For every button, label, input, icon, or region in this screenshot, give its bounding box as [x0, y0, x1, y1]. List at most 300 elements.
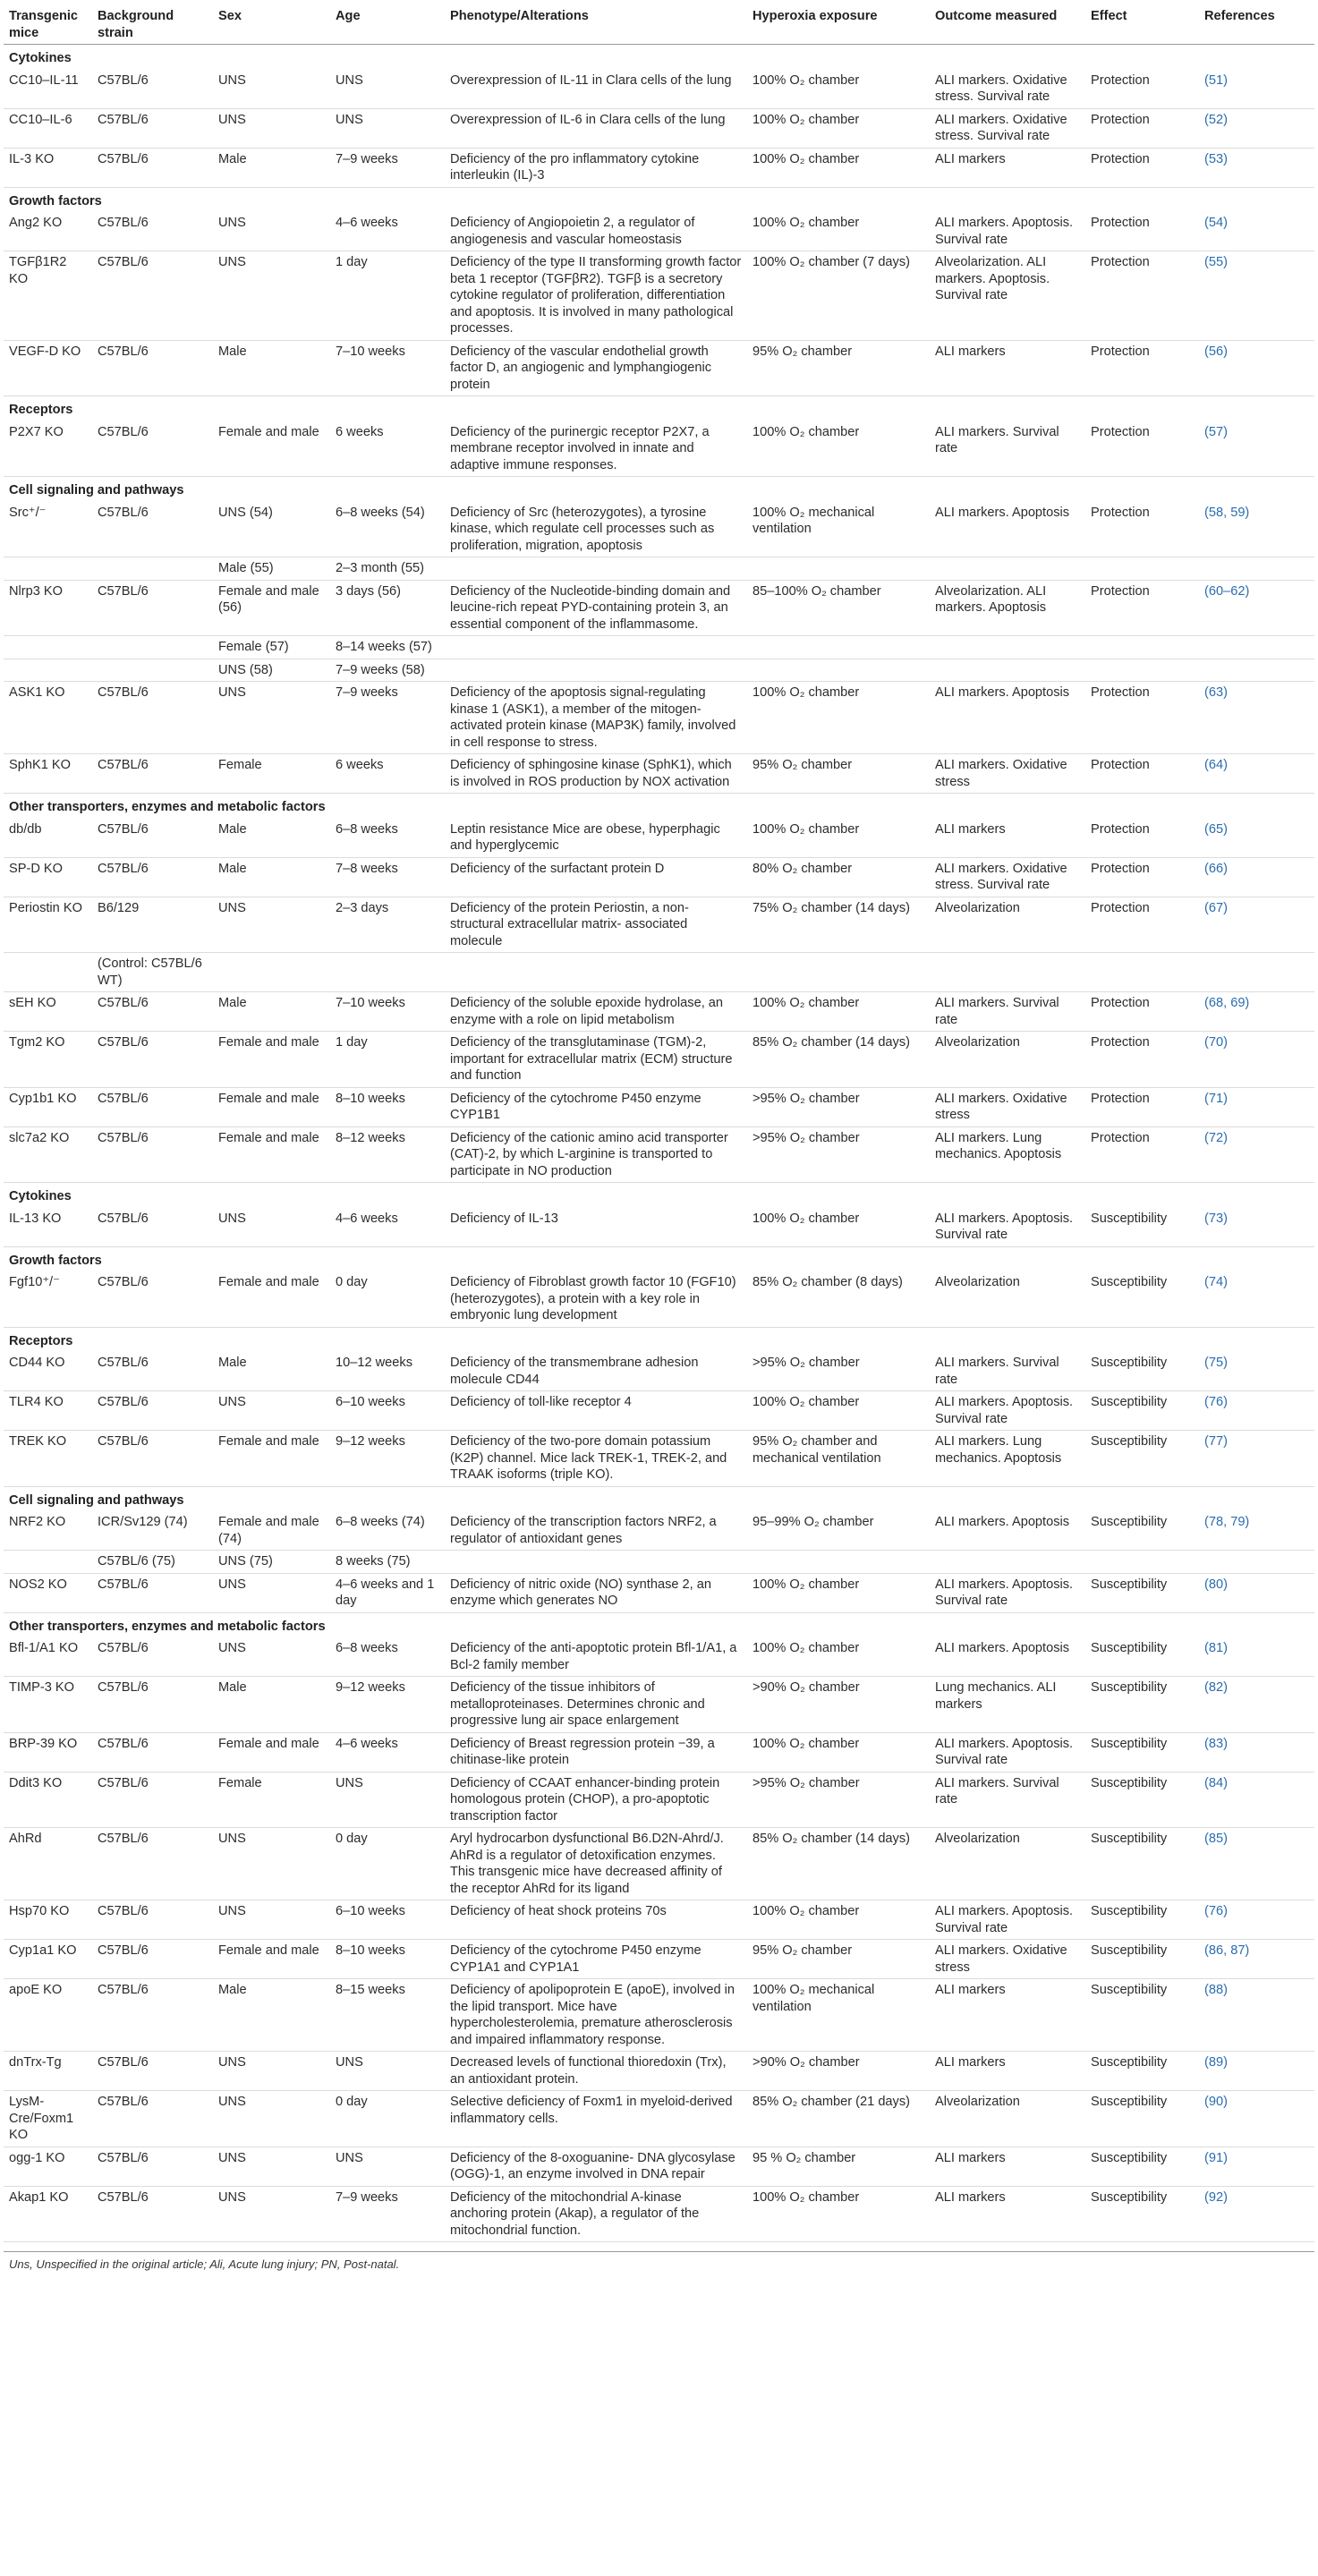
- table-cell: Female and male: [213, 1940, 330, 1979]
- table-row: [4, 857, 1314, 897]
- table-cell: 1 day: [330, 1032, 445, 1088]
- reference-cell[interactable]: (81): [1199, 1637, 1314, 1677]
- table-cell: C57BL/6: [92, 1208, 213, 1247]
- reference-cell[interactable]: (66): [1199, 857, 1314, 897]
- reference-cell[interactable]: (67): [1199, 897, 1314, 953]
- section-heading-row: [4, 187, 1314, 212]
- table-cell: UNS: [213, 1573, 330, 1612]
- table-cell: 1 day: [330, 251, 445, 341]
- table-cell: 6–10 weeks: [330, 1900, 445, 1940]
- table-cell: 0 day: [330, 1828, 445, 1900]
- table-cell: Deficiency of the mitochondrial A-kinase anchoring protein (Akap), a regulator of the mitochondrial function.: [445, 2186, 747, 2242]
- table-cell: UNS: [330, 70, 445, 109]
- table-cell: Susceptibility: [1085, 1391, 1199, 1431]
- section-heading: Cytokines: [9, 1189, 72, 1203]
- table-cell: C57BL/6: [92, 1391, 213, 1431]
- table-cell: Male: [213, 1352, 330, 1391]
- table-cell: Protection: [1085, 819, 1199, 858]
- table-cell: Src⁺/⁻: [4, 502, 92, 557]
- table-cell: C57BL/6: [92, 1637, 213, 1677]
- table-cell: Deficiency of the soluble epoxide hydrolase, an enzyme with a role on lipid metabolism: [445, 992, 747, 1032]
- reference-cell[interactable]: (84): [1199, 1772, 1314, 1828]
- table-cell: >95% O₂ chamber: [747, 1087, 930, 1126]
- table-cell: Deficiency of Angiopoietin 2, a regulator of angiogenesis and vascular homeostasis: [445, 212, 747, 251]
- reference-cell[interactable]: (76): [1199, 1391, 1314, 1431]
- reference-cell[interactable]: (90): [1199, 2091, 1314, 2147]
- table-cell: CC10–IL-11: [4, 70, 92, 109]
- table-row: [4, 992, 1314, 1032]
- reference-cell[interactable]: (83): [1199, 1732, 1314, 1772]
- table-cell: 6–8 weeks (74): [330, 1511, 445, 1551]
- reference-cell[interactable]: (78, 79): [1199, 1511, 1314, 1551]
- section-heading-row: [4, 1486, 1314, 1511]
- table-cell: UNS: [330, 2147, 445, 2186]
- table-cell: ALI markers. Oxidative stress. Survival rate: [930, 108, 1085, 148]
- table-cell: NOS2 KO: [4, 1573, 92, 1612]
- reference-cell[interactable]: (73): [1199, 1208, 1314, 1247]
- table-cell: [930, 1551, 1085, 1574]
- reference-cell[interactable]: (86, 87): [1199, 1940, 1314, 1979]
- table-cell: ALI markers. Apoptosis. Survival rate: [930, 1732, 1085, 1772]
- table-cell: 4–6 weeks: [330, 212, 445, 251]
- table-cell: 95% O₂ chamber: [747, 1940, 930, 1979]
- table-cell: Female and male: [213, 1126, 330, 1183]
- table-cell: Lung mechanics. ALI markers: [930, 1677, 1085, 1733]
- table-cell: ALI markers. Apoptosis: [930, 1637, 1085, 1677]
- reference-cell[interactable]: (58, 59): [1199, 502, 1314, 557]
- table-cell: Deficiency of the cytochrome P450 enzyme CYP1A1 and CYP1A1: [445, 1940, 747, 1979]
- reference-cell[interactable]: (55): [1199, 251, 1314, 341]
- table-cell: Deficiency of the pro inflammatory cytokine interleukin (IL)-3: [445, 148, 747, 187]
- table-cell: Protection: [1085, 992, 1199, 1032]
- column-header: Effect: [1085, 5, 1199, 45]
- table-cell: 100% O₂ chamber (7 days): [747, 251, 930, 341]
- table-cell: 85% O₂ chamber (14 days): [747, 1828, 930, 1900]
- table-row: [4, 1271, 1314, 1327]
- table-cell: 100% O₂ chamber: [747, 819, 930, 858]
- table-cell: Deficiency of IL-13: [445, 1208, 747, 1247]
- reference-cell[interactable]: (82): [1199, 1677, 1314, 1733]
- table-cell: IL-3 KO: [4, 148, 92, 187]
- table-cell: Deficiency of the cationic amino acid transporter (CAT)-2, by which L-arginine is transported to participate in NO production: [445, 1126, 747, 1183]
- section-heading-row: [4, 477, 1314, 502]
- reference-cell[interactable]: (71): [1199, 1087, 1314, 1126]
- table-cell: Deficiency of the vascular endothelial growth factor D, an angiogenic and lymphangiogenic protein: [445, 340, 747, 396]
- table-cell: 6–8 weeks: [330, 1637, 445, 1677]
- table-cell: 100% O₂ chamber: [747, 108, 930, 148]
- table-cell: Alveolarization: [930, 2091, 1085, 2147]
- table-row: [4, 953, 1314, 992]
- section-heading: Other transporters, enzymes and metabolic factors: [9, 800, 326, 814]
- table-cell: [1085, 557, 1199, 581]
- table-cell: Susceptibility: [1085, 1352, 1199, 1391]
- table-cell: [1085, 636, 1199, 659]
- table-cell: 8–15 weeks: [330, 1979, 445, 2052]
- table-cell: [445, 1551, 747, 1574]
- table-cell: Susceptibility: [1085, 2052, 1199, 2091]
- section-heading-row: [4, 45, 1314, 70]
- table-cell: [747, 557, 930, 581]
- column-header: Phenotype/Alterations: [445, 5, 747, 45]
- section-heading-row: [4, 1246, 1314, 1271]
- table-cell: >95% O₂ chamber: [747, 1126, 930, 1183]
- table-cell: [4, 557, 92, 581]
- table-cell: ALI markers. Lung mechanics. Apoptosis: [930, 1431, 1085, 1487]
- table-cell: Protection: [1085, 70, 1199, 109]
- table-cell: Susceptibility: [1085, 1271, 1199, 1327]
- table-cell: ALI markers. Apoptosis. Survival rate: [930, 1900, 1085, 1940]
- table-footnote: Uns, Unspecified in the original article; Ali, Acute lung injury; PN, Post-natal.: [4, 2251, 1314, 2271]
- table-cell: slc7a2 KO: [4, 1126, 92, 1183]
- table-row: [4, 251, 1314, 341]
- table-cell: Female and male: [213, 1087, 330, 1126]
- table-cell: [930, 659, 1085, 682]
- table-cell: 95% O₂ chamber: [747, 340, 930, 396]
- table-cell: C57BL/6 (75): [92, 1551, 213, 1574]
- table-cell: C57BL/6: [92, 1573, 213, 1612]
- table-cell: C57BL/6: [92, 1032, 213, 1088]
- table-cell: 95% O₂ chamber: [747, 754, 930, 794]
- table-cell: UNS: [213, 2052, 330, 2091]
- table-cell: C57BL/6: [92, 251, 213, 341]
- reference-cell[interactable]: (92): [1199, 2186, 1314, 2242]
- table-cell: Protection: [1085, 682, 1199, 754]
- table-row: [4, 897, 1314, 953]
- table-cell: 7–9 weeks (58): [330, 659, 445, 682]
- table-cell: Susceptibility: [1085, 2091, 1199, 2147]
- table-cell: 7–9 weeks: [330, 682, 445, 754]
- table-row: [4, 1087, 1314, 1126]
- reference-cell[interactable]: (60–62): [1199, 580, 1314, 636]
- table-cell: 100% O₂ chamber: [747, 148, 930, 187]
- table-cell: Susceptibility: [1085, 1208, 1199, 1247]
- table-cell: Deficiency of the two-pore domain potassium (K2P) channel. Mice lack TREK-1, TREK-2, and TRAAK isoforms (triple KO).: [445, 1431, 747, 1487]
- column-header: Hyperoxia exposure: [747, 5, 930, 45]
- reference-cell[interactable]: (74): [1199, 1271, 1314, 1327]
- table-cell: Protection: [1085, 340, 1199, 396]
- table-row: [4, 2186, 1314, 2242]
- table-cell: C57BL/6: [92, 1900, 213, 1940]
- table-cell: [747, 953, 930, 992]
- table-cell: Deficiency of the apoptosis signal-regulating kinase 1 (ASK1), a member of the mitogen-activated protein kinase (MAP3K) family, involved in cell response to stress.: [445, 682, 747, 754]
- table-row: [4, 108, 1314, 148]
- table-cell: Deficiency of Fibroblast growth factor 10 (FGF10) (heterozygotes), a protein with a key role in embryonic lung development: [445, 1271, 747, 1327]
- table-cell: C57BL/6: [92, 1271, 213, 1327]
- table-cell: C57BL/6: [92, 1431, 213, 1487]
- table-cell: Deficiency of toll-like receptor 4: [445, 1391, 747, 1431]
- table-cell: Alveolarization: [930, 1032, 1085, 1088]
- table-cell: 2–3 month (55): [330, 557, 445, 581]
- table-cell: 100% O₂ mechanical ventilation: [747, 1979, 930, 2052]
- table-cell: Deficiency of sphingosine kinase (SphK1), which is involved in ROS production by NOX activation: [445, 754, 747, 794]
- reference-cell[interactable]: (56): [1199, 340, 1314, 396]
- table-cell: [4, 1551, 92, 1574]
- table-cell: C57BL/6: [92, 2147, 213, 2186]
- reference-cell[interactable]: (65): [1199, 819, 1314, 858]
- table-cell: 10–12 weeks: [330, 1352, 445, 1391]
- table-cell: 7–8 weeks: [330, 857, 445, 897]
- table-cell: [92, 659, 213, 682]
- table-cell: 8–12 weeks: [330, 1126, 445, 1183]
- table-row: [4, 1828, 1314, 1900]
- table-cell: Female and male: [213, 1271, 330, 1327]
- table-cell: Female and male: [213, 421, 330, 477]
- table-cell: Female and male (56): [213, 580, 330, 636]
- table-cell: Bfl-1/A1 KO: [4, 1637, 92, 1677]
- table-cell: ALI markers: [930, 1979, 1085, 2052]
- table-cell: C57BL/6: [92, 857, 213, 897]
- table-cell: [930, 557, 1085, 581]
- table-cell: IL-13 KO: [4, 1208, 92, 1247]
- table-row: [4, 819, 1314, 858]
- table-cell: Deficiency of the purinergic receptor P2X7, a membrane receptor involved in innate and adaptive immune responses.: [445, 421, 747, 477]
- table-cell: Susceptibility: [1085, 1431, 1199, 1487]
- table-cell: Susceptibility: [1085, 1772, 1199, 1828]
- table-cell: BRP-39 KO: [4, 1732, 92, 1772]
- table-cell: C57BL/6: [92, 340, 213, 396]
- section-heading-row: [4, 1612, 1314, 1637]
- table-cell: UNS: [330, 108, 445, 148]
- table-cell: C57BL/6: [92, 1979, 213, 2052]
- table-cell: 100% O₂ chamber: [747, 1391, 930, 1431]
- table-row: [4, 1573, 1314, 1612]
- table-cell: [330, 953, 445, 992]
- table-cell: UNS: [213, 1208, 330, 1247]
- section-heading-row: [4, 794, 1314, 819]
- table-cell: UNS (54): [213, 502, 330, 557]
- table-cell: Hsp70 KO: [4, 1900, 92, 1940]
- table-cell: Deficiency of the surfactant protein D: [445, 857, 747, 897]
- table-cell: Decreased levels of functional thioredoxin (Trx), an antioxidant protein.: [445, 2052, 747, 2091]
- table-cell: Protection: [1085, 502, 1199, 557]
- reference-cell[interactable]: (57): [1199, 421, 1314, 477]
- reference-cell[interactable]: (51): [1199, 70, 1314, 109]
- table-cell: Periostin KO: [4, 897, 92, 953]
- table-cell: 8 weeks (75): [330, 1551, 445, 1574]
- table-cell: UNS: [213, 1828, 330, 1900]
- table-cell: 7–9 weeks: [330, 2186, 445, 2242]
- table-cell: [445, 636, 747, 659]
- reference-cell[interactable]: (89): [1199, 2052, 1314, 2091]
- table-cell: C57BL/6: [92, 421, 213, 477]
- table-cell: Deficiency of the transmembrane adhesion molecule CD44: [445, 1352, 747, 1391]
- table-cell: Fgf10⁺/⁻: [4, 1271, 92, 1327]
- table-row: [4, 1940, 1314, 1979]
- table-cell: ALI markers. Survival rate: [930, 421, 1085, 477]
- table-cell: [4, 636, 92, 659]
- table-cell: UNS: [213, 1391, 330, 1431]
- table-cell: [1085, 953, 1199, 992]
- table-cell: Overexpression of IL-11 in Clara cells of the lung: [445, 70, 747, 109]
- reference-cell: [1199, 953, 1314, 992]
- table-cell: SP-D KO: [4, 857, 92, 897]
- reference-cell[interactable]: (88): [1199, 1979, 1314, 2052]
- table-cell: Protection: [1085, 1087, 1199, 1126]
- reference-cell[interactable]: (70): [1199, 1032, 1314, 1088]
- table-cell: 4–6 weeks: [330, 1208, 445, 1247]
- table-cell: Ang2 KO: [4, 212, 92, 251]
- table-cell: Protection: [1085, 421, 1199, 477]
- table-cell: C57BL/6: [92, 108, 213, 148]
- table-cell: 8–10 weeks: [330, 1087, 445, 1126]
- reference-cell[interactable]: (63): [1199, 682, 1314, 754]
- table-row: [4, 1551, 1314, 1574]
- table-cell: Cyp1b1 KO: [4, 1087, 92, 1126]
- table-cell: Overexpression of IL-6 in Clara cells of the lung: [445, 108, 747, 148]
- table-cell: ALI markers. Oxidative stress: [930, 754, 1085, 794]
- table-cell: 6–10 weeks: [330, 1391, 445, 1431]
- reference-cell[interactable]: (80): [1199, 1573, 1314, 1612]
- table-cell: 3 days (56): [330, 580, 445, 636]
- table-cell: Protection: [1085, 1032, 1199, 1088]
- table-cell: C57BL/6: [92, 819, 213, 858]
- table-cell: 100% O₂ chamber: [747, 1732, 930, 1772]
- reference-cell[interactable]: (68, 69): [1199, 992, 1314, 1032]
- reference-cell[interactable]: (91): [1199, 2147, 1314, 2186]
- table-cell: 85% O₂ chamber (14 days): [747, 1032, 930, 1088]
- table-cell: [747, 659, 930, 682]
- table-cell: 6 weeks: [330, 421, 445, 477]
- table-cell: 8–10 weeks: [330, 1940, 445, 1979]
- table-row: [4, 1352, 1314, 1391]
- table-cell: C57BL/6: [92, 2091, 213, 2147]
- table-cell: ALI markers: [930, 2052, 1085, 2091]
- table-row: [4, 212, 1314, 251]
- table-cell: Cyp1a1 KO: [4, 1940, 92, 1979]
- table-cell: ALI markers. Lung mechanics. Apoptosis: [930, 1126, 1085, 1183]
- table-cell: Protection: [1085, 580, 1199, 636]
- table-cell: Alveolarization: [930, 1271, 1085, 1327]
- table-cell: UNS: [213, 897, 330, 953]
- table-cell: Deficiency of the transglutaminase (TGM)-2, important for extracellular matrix (ECM) structure and function: [445, 1032, 747, 1088]
- section-heading: Receptors: [9, 403, 73, 417]
- table-row: [4, 659, 1314, 682]
- table-cell: CD44 KO: [4, 1352, 92, 1391]
- table-cell: 100% O₂ chamber: [747, 992, 930, 1032]
- table-cell: C57BL/6: [92, 580, 213, 636]
- table-cell: C57BL/6: [92, 992, 213, 1032]
- table-cell: C57BL/6: [92, 1352, 213, 1391]
- column-header: Outcome measured: [930, 5, 1085, 45]
- table-header-row: [4, 5, 1314, 45]
- table-cell: ALI markers. Survival rate: [930, 1772, 1085, 1828]
- table-cell: NRF2 KO: [4, 1511, 92, 1551]
- table-cell: 7–10 weeks: [330, 992, 445, 1032]
- table-cell: UNS: [213, 108, 330, 148]
- reference-cell[interactable]: (85): [1199, 1828, 1314, 1900]
- reference-cell[interactable]: (75): [1199, 1352, 1314, 1391]
- table-cell: ALI markers: [930, 340, 1085, 396]
- table-row: [4, 1391, 1314, 1431]
- table-row: [4, 1677, 1314, 1733]
- table-cell: UNS: [213, 682, 330, 754]
- table-cell: Female and male: [213, 1732, 330, 1772]
- table-cell: CC10–IL-6: [4, 108, 92, 148]
- section-heading: Other transporters, enzymes and metabolic factors: [9, 1619, 326, 1634]
- reference-cell[interactable]: (77): [1199, 1431, 1314, 1487]
- table-cell: Deficiency of the anti-apoptotic protein Bfl-1/A1, a Bcl-2 family member: [445, 1637, 747, 1677]
- section-heading: Growth factors: [9, 1253, 102, 1268]
- section-heading-row: [4, 396, 1314, 421]
- table-cell: Ddit3 KO: [4, 1772, 92, 1828]
- reference-cell[interactable]: (54): [1199, 212, 1314, 251]
- table-cell: ALI markers. Apoptosis. Survival rate: [930, 1573, 1085, 1612]
- table-row: [4, 636, 1314, 659]
- table-cell: Male: [213, 148, 330, 187]
- table-cell: 7–10 weeks: [330, 340, 445, 396]
- table-cell: Deficiency of the type II transforming growth factor beta 1 receptor (TGFβR2). TGFβ is a secretory cytokine regulator of proliferation, differentiation and apoptosis. It is involved in many pathological processes.: [445, 251, 747, 341]
- table-cell: 4–6 weeks: [330, 1732, 445, 1772]
- table-cell: [445, 953, 747, 992]
- table-cell: C57BL/6: [92, 502, 213, 557]
- table-cell: SphK1 KO: [4, 754, 92, 794]
- reference-cell[interactable]: (53): [1199, 148, 1314, 187]
- column-header: References: [1199, 5, 1314, 45]
- reference-cell[interactable]: (72): [1199, 1126, 1314, 1183]
- table-cell: Susceptibility: [1085, 1573, 1199, 1612]
- table-cell: C57BL/6: [92, 1940, 213, 1979]
- table-cell: 6–8 weeks (54): [330, 502, 445, 557]
- table-cell: [930, 636, 1085, 659]
- table-cell: ALI markers. Apoptosis: [930, 1511, 1085, 1551]
- section-heading: Growth factors: [9, 193, 102, 208]
- table-cell: Female (57): [213, 636, 330, 659]
- table-cell: ALI markers. Oxidative stress. Survival rate: [930, 70, 1085, 109]
- table-cell: Male: [213, 819, 330, 858]
- table-cell: B6/129: [92, 897, 213, 953]
- table-cell: ALI markers. Apoptosis. Survival rate: [930, 212, 1085, 251]
- table-cell: 100% O₂ chamber: [747, 1208, 930, 1247]
- table-cell: Female: [213, 754, 330, 794]
- table-cell: Alveolarization: [930, 1828, 1085, 1900]
- table-cell: 100% O₂ chamber: [747, 1573, 930, 1612]
- table-cell: [747, 1551, 930, 1574]
- table-cell: C57BL/6: [92, 1732, 213, 1772]
- table-cell: Female and male: [213, 1431, 330, 1487]
- reference-cell: [1199, 557, 1314, 581]
- table-row: [4, 1208, 1314, 1247]
- reference-cell[interactable]: (52): [1199, 108, 1314, 148]
- table-cell: Deficiency of the transcription factors NRF2, a regulator of antioxidant genes: [445, 1511, 747, 1551]
- table-cell: ALI markers. Apoptosis. Survival rate: [930, 1391, 1085, 1431]
- table-cell: TREK KO: [4, 1431, 92, 1487]
- table-cell: UNS (58): [213, 659, 330, 682]
- table-cell: 100% O₂ chamber: [747, 1900, 930, 1940]
- table-row: [4, 1772, 1314, 1828]
- table-cell: Male (55): [213, 557, 330, 581]
- table-cell: Female and male: [213, 1032, 330, 1088]
- reference-cell[interactable]: (64): [1199, 754, 1314, 794]
- table-cell: Female and male (74): [213, 1511, 330, 1551]
- table-cell: Susceptibility: [1085, 1637, 1199, 1677]
- section-heading: Cell signaling and pathways: [9, 483, 184, 497]
- table-row: [4, 1637, 1314, 1677]
- table-cell: Protection: [1085, 148, 1199, 187]
- table-cell: [1085, 1551, 1199, 1574]
- table-row: [4, 1732, 1314, 1772]
- table-cell: 100% O₂ mechanical ventilation: [747, 502, 930, 557]
- table-cell: 75% O₂ chamber (14 days): [747, 897, 930, 953]
- table-cell: [1085, 659, 1199, 682]
- section-heading-row: [4, 1327, 1314, 1352]
- table-cell: VEGF-D KO: [4, 340, 92, 396]
- table-cell: Deficiency of the Nucleotide-binding domain and leucine-rich repeat PYD-containing protein 3, an essential component of the inflammasome.: [445, 580, 747, 636]
- table-cell: (Control: C57BL/6 WT): [92, 953, 213, 992]
- table-row: [4, 1900, 1314, 1940]
- table-cell: Male: [213, 340, 330, 396]
- table-cell: UNS: [213, 2091, 330, 2147]
- reference-cell[interactable]: (76): [1199, 1900, 1314, 1940]
